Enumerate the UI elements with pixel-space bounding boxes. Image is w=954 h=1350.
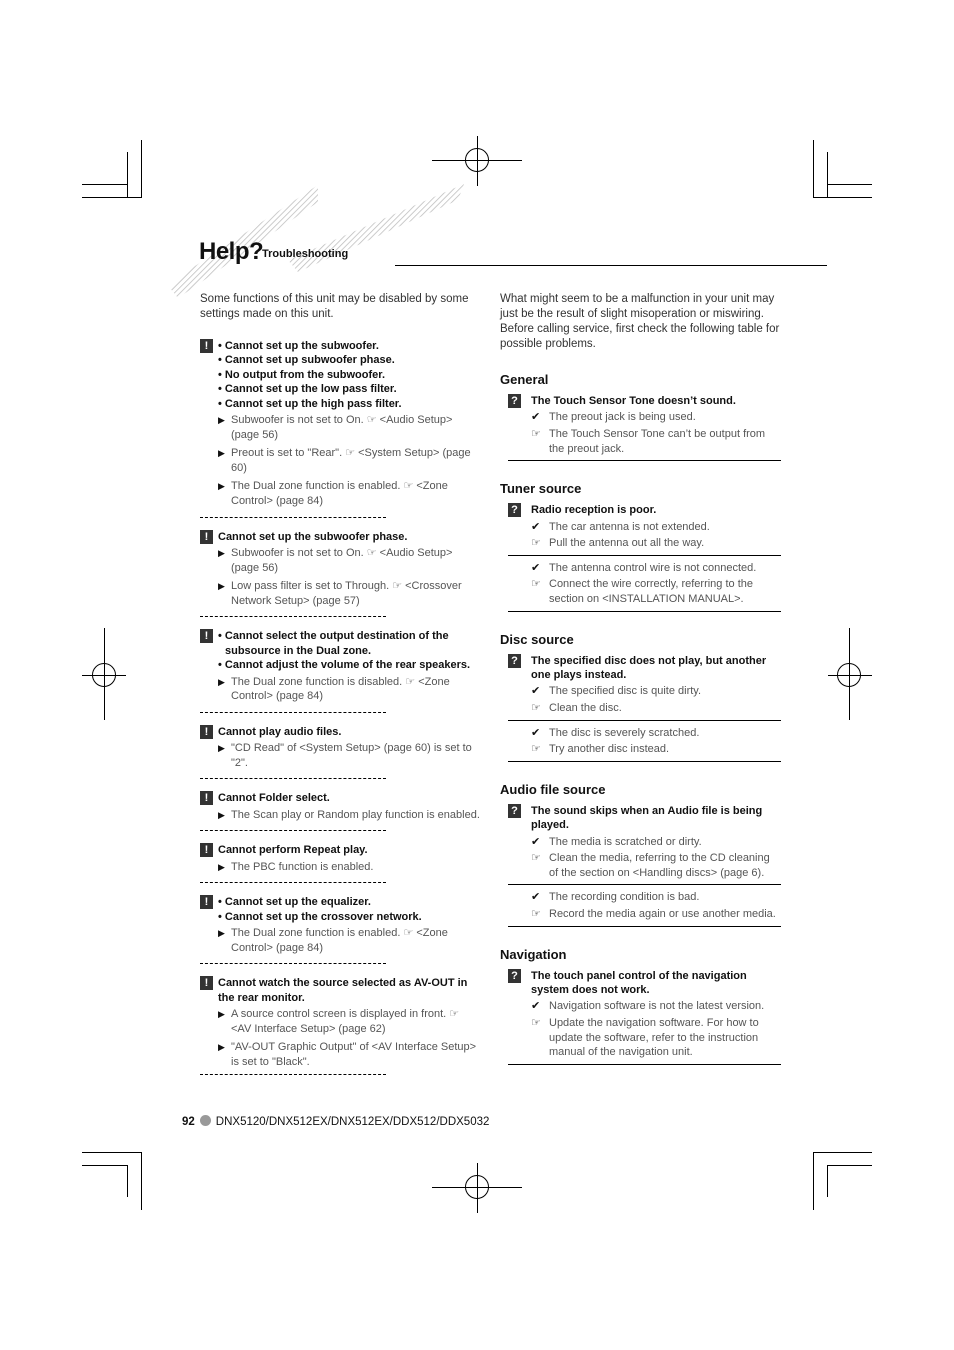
- caution-block-phase: [200, 530, 482, 609]
- pointing-hand-icon: ☞: [531, 743, 541, 756]
- triangle-arrow-icon: ▶: [218, 581, 225, 592]
- dashed-separator: [200, 712, 386, 713]
- section-rule: [508, 926, 781, 927]
- answer-item: ▶ Preout is set to "Rear". ☞ <System Setup> (page 60): [218, 447, 471, 474]
- fix-row: ☞ Try another disc instead.: [531, 743, 670, 756]
- cause-row: ✔ The preout jack is being used.: [531, 411, 696, 424]
- page-footer: [182, 1115, 489, 1128]
- cause-row: ✔ The specified disc is quite dirty.: [531, 685, 702, 698]
- check-icon: ✔: [531, 1000, 541, 1013]
- dashed-separator: [200, 830, 386, 831]
- exclamation-icon: !: [200, 530, 213, 544]
- exclamation-icon: !: [200, 895, 213, 909]
- cause-row: ✔ The recording condition is bad.: [531, 891, 700, 904]
- pointing-hand-icon: ☞: [531, 852, 541, 865]
- question-icon: ?: [508, 654, 521, 668]
- row-rule: [508, 720, 781, 721]
- page-number: 92: [182, 1116, 195, 1128]
- caution-question: Cannot watch the source selected as AV-OUT in the rear monitor.: [218, 977, 468, 1004]
- caution-block-dual-zone: [200, 629, 482, 703]
- problem-block: [504, 394, 780, 461]
- caution-question: Cannot Folder select.: [218, 792, 330, 805]
- triangle-arrow-icon: ▶: [218, 548, 225, 558]
- problem-question: The touch panel control of the navigation system does not work.: [531, 969, 747, 996]
- pointing-hand-icon: ☞: [531, 1016, 541, 1029]
- cause-row: ✔ The disc is severely scratched.: [531, 726, 700, 739]
- pointing-hand-icon: ☞: [531, 428, 541, 440]
- exclamation-icon: !: [200, 725, 213, 739]
- answer-item: ▶ "CD Read" of <System Setup> (page 60) is set to "2".: [218, 742, 472, 769]
- pointing-hand-icon: ☞: [531, 701, 541, 714]
- exclamation-icon: !: [200, 843, 213, 857]
- triangle-arrow-icon: ▶: [218, 1009, 225, 1020]
- caution-question: Cannot set up the subwoofer phase.: [218, 530, 408, 543]
- fix-row: ☞ The Touch Sensor Tone can’t be output from the preout jack.: [531, 428, 766, 455]
- answer-item: ▶ "AV-OUT Graphic Output" of <AV Interface Setup> is set to "Black".: [218, 1041, 477, 1068]
- model-list: DNX5120/DNX512EX/DNX512EX/DDX512/DDX5032: [215, 1116, 490, 1128]
- triangle-arrow-icon: ▶: [218, 928, 225, 939]
- caution-block-audio-files: [200, 725, 482, 771]
- exclamation-icon: !: [200, 339, 213, 353]
- caution-question: Cannot perform Repeat play.: [218, 844, 368, 857]
- caution-question: • Cannot set up the low pass filter.: [218, 383, 397, 396]
- cause-row: ✔ The media is scratched or dirty.: [531, 835, 702, 848]
- triangle-arrow-icon: ▶: [218, 1042, 225, 1053]
- section-title-tuner: Tuner source: [500, 481, 582, 497]
- answer-item: ▶ The Dual zone function is disabled. ☞ <Zone Control> (page 84): [218, 675, 450, 703]
- section-rule: [508, 761, 781, 762]
- section-title-navigation: Navigation: [500, 946, 567, 962]
- fix-row: ☞ Clean the disc.: [531, 701, 622, 714]
- fix-row: ☞ Update the navigation software. For how to update the software, refer to the instruction manual of the navigation unit.: [531, 1016, 759, 1059]
- question-icon: ?: [508, 969, 521, 983]
- check-icon: ✔: [531, 561, 541, 574]
- check-icon: ✔: [531, 411, 541, 424]
- caution-question: • Cannot select the output destination of the subsource in the Dual zone.: [218, 630, 449, 657]
- caution-question: • Cannot set up the equalizer.: [218, 896, 371, 909]
- right-intro: What might seem to be a malfunction in your unit may just be the result of slight misoperation or miswiring. Before calling service, first check the following table for possible problems.: [500, 293, 780, 350]
- answer-item: ▶ The Dual zone function is enabled. ☞ <Zone Control> (page 84): [218, 480, 448, 507]
- check-icon: ✔: [531, 726, 541, 739]
- section-title-disc: Disc source: [500, 631, 574, 647]
- answer-item: ▶ Subwoofer is not set to On. ☞ <Audio Setup> (page 56): [218, 414, 453, 441]
- caution-question: • Cannot set up subwoofer phase.: [218, 354, 395, 367]
- caution-questions: [218, 339, 482, 411]
- caution-question: • No output from the subwoofer.: [218, 368, 386, 381]
- pointing-hand-icon: ☞: [531, 537, 541, 550]
- question-icon: ?: [508, 394, 521, 408]
- answer-item: ▶ Low pass filter is set to Through. ☞ <Crossover Network Setup> (page 57): [218, 580, 462, 607]
- dashed-separator: [200, 616, 386, 617]
- problem-block: [504, 804, 780, 927]
- dashed-separator: [200, 778, 386, 779]
- row-rule: [508, 555, 781, 556]
- problem-block: [504, 654, 780, 762]
- answer-item: ▶ Subwoofer is not set to On. ☞ <Audio Setup> (page 56): [218, 547, 453, 574]
- answer-item: ▶ A source control screen is displayed in front. ☞ <AV Interface Setup> (page 62): [218, 1008, 460, 1035]
- check-icon: ✔: [531, 891, 541, 904]
- bullet-dot-icon: [200, 1115, 211, 1126]
- answer-item: ▶ The Scan play or Random play function is enabled.: [218, 808, 480, 821]
- problem-block: [504, 969, 780, 1065]
- fix-row: ☞ Connect the wire correctly, referring to the section on <INSTALLATION MANUAL>.: [531, 578, 753, 605]
- exclamation-icon: !: [200, 791, 213, 805]
- caution-block-subwoofer: [200, 339, 482, 509]
- dashed-separator: [200, 1074, 386, 1075]
- triangle-arrow-icon: ▶: [218, 481, 225, 492]
- dashed-separator: [200, 517, 386, 518]
- check-icon: ✔: [531, 835, 541, 848]
- problem-question: The specified disc does not play, but another one plays instead.: [531, 654, 767, 681]
- caution-question: • Cannot adjust the volume of the rear speakers.: [218, 659, 471, 672]
- exclamation-icon: !: [200, 629, 213, 643]
- answer-item: ▶ The PBC function is enabled.: [218, 860, 374, 873]
- problem-question: Radio reception is poor.: [531, 504, 657, 517]
- caution-question: • Cannot set up the crossover network.: [218, 910, 422, 923]
- pointing-hand-icon: ☞: [531, 907, 541, 920]
- caution-question: Cannot play audio files.: [218, 725, 342, 738]
- triangle-arrow-icon: ▶: [218, 743, 225, 754]
- caution-block-equalizer: [200, 895, 482, 955]
- caution-question: • Cannot set up the high pass filter.: [218, 397, 402, 410]
- row-rule: [508, 884, 781, 885]
- triangle-arrow-icon: ▶: [218, 676, 225, 687]
- header-rule: [395, 265, 827, 266]
- answer-item: ▶ The Dual zone function is enabled. ☞ <Zone Control> (page 84): [218, 927, 448, 954]
- cause-row: ✔ The car antenna is not extended.: [531, 520, 710, 533]
- page-subtitle: Troubleshooting: [262, 248, 349, 260]
- fix-row: ☞ Record the media again or use another media.: [531, 907, 776, 920]
- right-column: [500, 292, 780, 1070]
- problem-block: [504, 503, 780, 611]
- pointing-hand-icon: ☞: [531, 578, 541, 591]
- exclamation-icon: !: [200, 976, 213, 990]
- caution-block-repeat: [200, 843, 482, 874]
- section-rule: [508, 611, 781, 612]
- triangle-arrow-icon: ▶: [218, 415, 225, 426]
- problem-question: The sound skips when an Audio file is being played.: [531, 804, 763, 832]
- fix-row: ☞ Clean the media, referring to the CD cleaning of the section on <Handling discs> (page 6).: [531, 852, 770, 879]
- section-rule: [508, 1064, 781, 1065]
- cause-row: ✔ Navigation software is not the latest version.: [531, 1000, 765, 1013]
- triangle-arrow-icon: ▶: [218, 809, 225, 820]
- section-rule: [508, 460, 781, 461]
- caution-block-av-out: [200, 976, 482, 1069]
- caution-question: • Cannot set up the subwoofer.: [218, 340, 379, 352]
- section-title-general: General: [500, 372, 549, 387]
- page-title: Help?: [199, 238, 264, 265]
- triangle-arrow-icon: ▶: [218, 861, 225, 872]
- dashed-separator: [200, 882, 386, 883]
- cause-row: ✔ The antenna control wire is not connected.: [531, 561, 757, 574]
- fix-row: ☞ Pull the antenna out all the way.: [531, 537, 705, 550]
- question-icon: ?: [508, 804, 521, 818]
- section-title-audio-file: Audio file source: [500, 781, 606, 797]
- check-icon: ✔: [531, 520, 541, 533]
- problem-question: The Touch Sensor Tone doesn’t sound.: [531, 395, 736, 407]
- caution-block-folder: [200, 791, 482, 822]
- question-icon: ?: [508, 503, 521, 517]
- left-column: [200, 292, 482, 1087]
- left-intro: Some functions of this unit may be disabled by some settings made on this unit.: [200, 293, 469, 320]
- check-icon: ✔: [531, 685, 541, 698]
- triangle-arrow-icon: ▶: [218, 448, 225, 459]
- dashed-separator: [200, 963, 386, 964]
